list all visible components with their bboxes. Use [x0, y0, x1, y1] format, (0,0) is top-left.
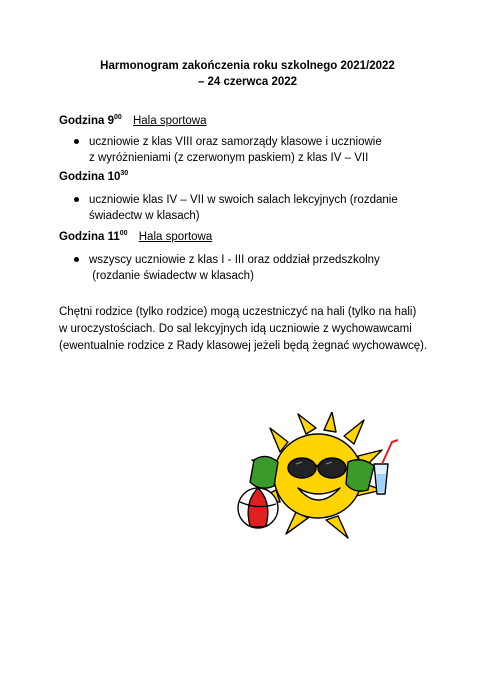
schedule-item-line: uczniowie z klas VIII oraz samorządy klasowe i uczniowie: [89, 136, 382, 148]
title-line-2: – 24 czerwca 2022: [197, 76, 298, 88]
schedule-hour: 11: [107, 231, 120, 243]
bullet-icon: [74, 197, 79, 202]
schedule-label: Godzina: [59, 231, 105, 243]
bullet-icon: [74, 257, 79, 262]
title-line-1: Harmonogram zakończenia roku szkolnego 2021/2022: [100, 60, 395, 72]
schedule-item-line: wszyscy uczniowie z klas I - III oraz oddział przedszkolny: [89, 254, 380, 266]
beach-ball-icon: [238, 488, 278, 528]
schedule-minutes: 00: [113, 114, 122, 121]
schedule-label: Godzina: [59, 171, 105, 183]
schedule-hour: 10: [107, 171, 121, 183]
schedule-place: Hala sportowa: [132, 115, 207, 127]
schedule-item-line: uczniowie klas IV – VII w swoich salach lekcyjnych (rozdanie: [89, 194, 398, 206]
parents-note: [59, 304, 459, 355]
note-line: Chętni rodzice (tylko rodzice) mogą uczestniczyć na hali (tylko na hali): [59, 306, 417, 318]
document-title: [0, 58, 495, 90]
schedule-label: Godzina: [59, 115, 105, 127]
schedule-minutes: 00: [119, 230, 128, 237]
left-towel: [250, 456, 278, 488]
schedule-item-line: (rozdanie świadectw w klasach): [89, 270, 254, 282]
schedule-item-line: z wyróżnieniami (z czerwonym paskiem) z klas IV – VII: [89, 152, 369, 164]
sun-with-sunglasses-icon: [236, 412, 406, 542]
schedule-heading-3: [59, 230, 212, 244]
schedule-place: Hala sportowa: [138, 231, 213, 243]
schedule-hour: 9: [107, 115, 114, 127]
schedule-heading-2: [59, 170, 128, 184]
note-line: (ewentualnie rodzice z Rady klasowej jeżeli będą żegnać wychowawcę).: [59, 340, 428, 352]
schedule-item-line: świadectw w klasach): [89, 210, 200, 222]
note-line: w uroczystościach. Do sal lekcyjnych idą uczniowie z wychowawcami: [59, 323, 412, 335]
schedule-heading-1: [59, 114, 207, 128]
schedule-minutes: 30: [120, 170, 129, 177]
straw: [382, 440, 398, 464]
bullet-icon: [74, 139, 79, 144]
